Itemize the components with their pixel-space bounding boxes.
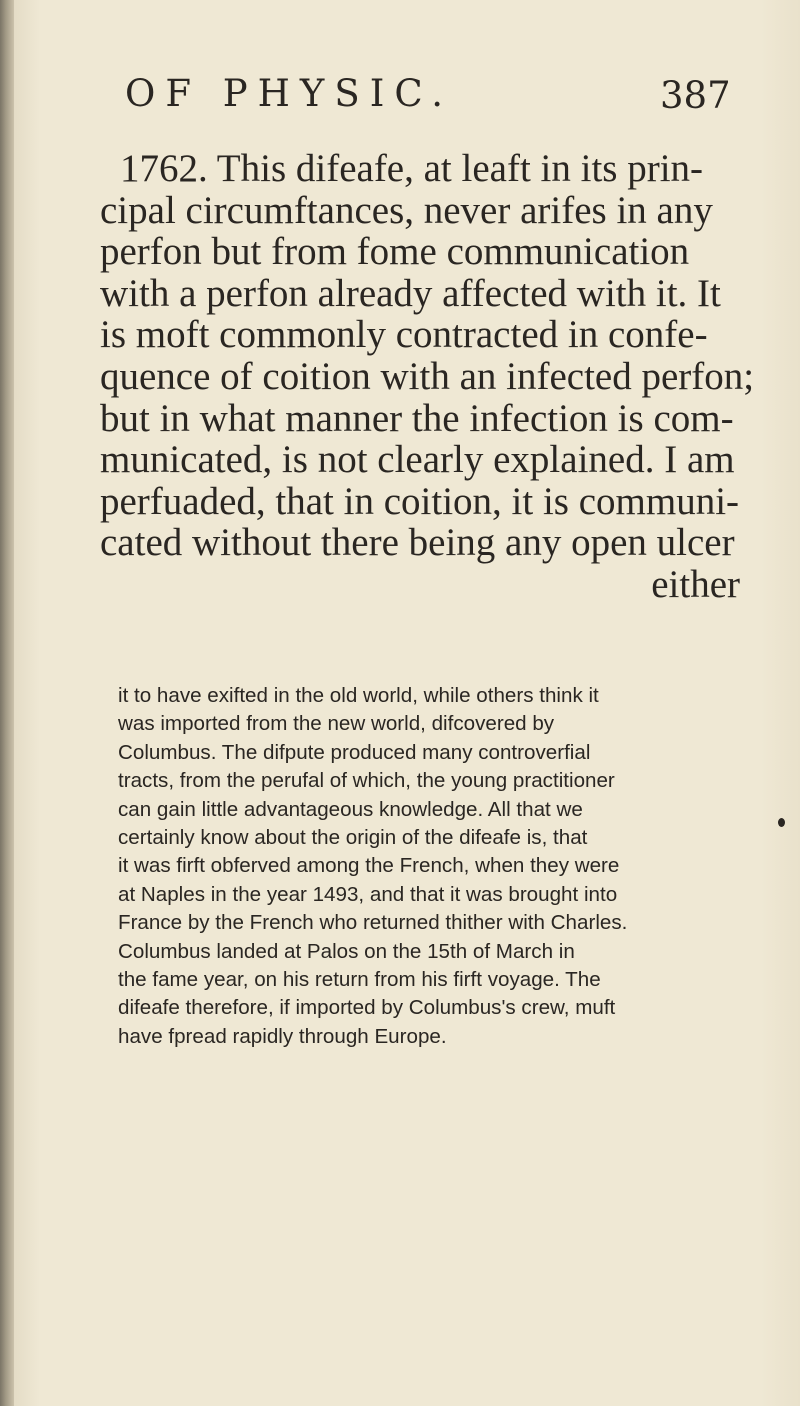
text-line: cipal circumftances, never arifes in any — [100, 188, 713, 232]
main-paragraph — [100, 147, 755, 606]
text-line: cated without there being any open ulcer — [100, 521, 735, 565]
running-head — [0, 72, 800, 132]
footnote-line: was imported from the new world, difcovered by — [118, 712, 555, 736]
footnote-line: Columbus landed at Palos on the 15th of March in — [118, 939, 575, 963]
text-line: but in what manner the infection is com- — [100, 396, 734, 440]
text-line: with a perfon already affected with it. It — [100, 271, 721, 315]
footnote-line: difeafe therefore, if imported by Columbus's crew, muft — [118, 996, 616, 1020]
ink-spot — [778, 818, 785, 827]
footnote-line: tracts, from the perufal of which, the young practitioner — [118, 769, 615, 793]
footnote-line: it was firft obferved among the French, when they were — [118, 854, 620, 878]
footnote-line: the fame year, on his return from his firft voyage. The — [118, 967, 601, 991]
footnote-line: at Naples in the year 1493, and that it was brought into — [118, 882, 618, 906]
page-number: 387 — [660, 74, 731, 117]
text-line: perfon but from fome communication — [100, 230, 690, 274]
text-line: 1762. This difeafe, at leaft in its prin- — [120, 147, 704, 190]
catchword: either — [651, 562, 740, 606]
text-line: municated, is not clearly explained. I am — [100, 438, 735, 482]
footnote-line: have fpread rapidly through Europe. — [118, 1024, 447, 1048]
text-line: quence of coition with an infected perfon; — [100, 354, 755, 398]
footnote-line: certainly know about the origin of the difeafe is, that — [118, 825, 588, 849]
footnote-line: Columbus. The difpute produced many controverfial — [118, 740, 591, 764]
footnote — [118, 682, 738, 1051]
text-line: is moft commonly contracted in confe- — [100, 313, 708, 357]
text-line: perfuaded, that in coition, it is communi- — [100, 479, 740, 523]
footnote-line: France by the French who returned thither with Charles. — [118, 911, 628, 935]
running-title: OF PHYSIC. — [125, 72, 454, 115]
footnote-line: it to have exifted in the old world, while others think it — [118, 684, 599, 707]
footnote-line: can gain little advantageous knowledge. All that we — [118, 797, 583, 821]
binding-gutter — [0, 0, 14, 1406]
